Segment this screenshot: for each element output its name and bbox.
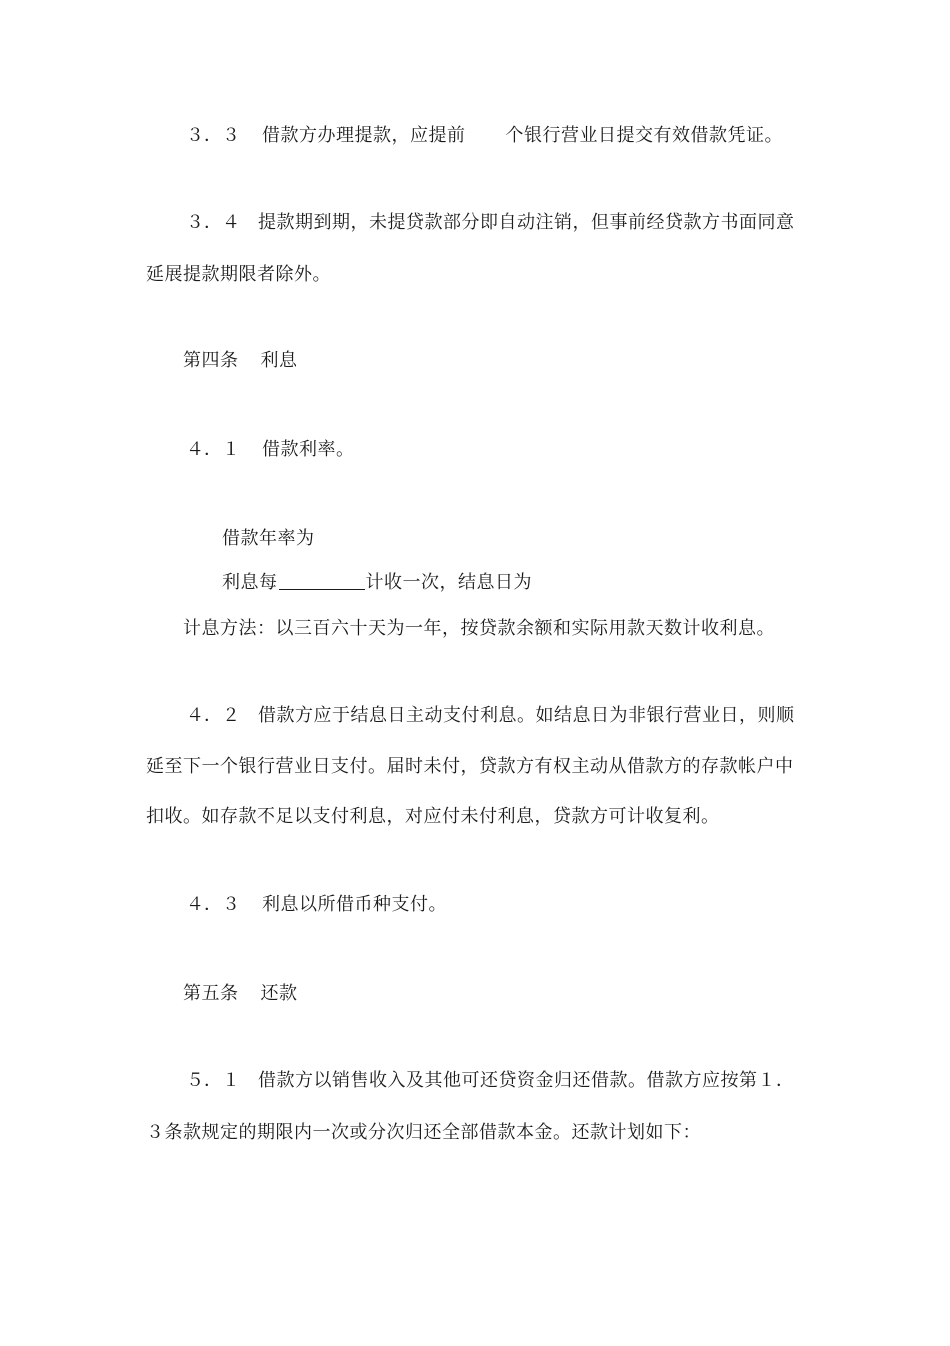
clause-text: 延展提款期限者除外。	[146, 264, 331, 285]
clause-number: ４．３	[186, 894, 240, 915]
clause-text: 借款方办理提款，应提前	[262, 125, 466, 146]
clause-number: ３．３	[186, 125, 240, 146]
clause-text: 个银行营业日提交有效借款凭证。	[505, 125, 783, 146]
clause-text: 延至下一个银行营业日支付。届时未付，贷款方有权主动从借款方的存款帐户中	[146, 756, 794, 777]
period-label-2: 计收一次，结息日为	[365, 572, 532, 593]
clause-number: ４．１	[186, 439, 240, 460]
method-text: 计息方法：以三百六十天为一年，按贷款余额和实际用款天数计收利息。	[183, 618, 775, 639]
clause-3-3	[186, 124, 783, 148]
clause-4-1	[186, 438, 355, 462]
rate-label: 借款年率为	[222, 528, 315, 549]
clause-text: 借款方以销售收入及其他可还贷资金归还借款。借款方应按第１．	[258, 1070, 795, 1091]
clause-number: ５．１	[186, 1070, 240, 1091]
clause-4-2-cont	[146, 805, 720, 829]
article-title: 第五条	[183, 983, 239, 1004]
clause-3-4-cont	[146, 263, 331, 287]
clause-text: 借款利率。	[262, 439, 355, 460]
article-name: 利息	[260, 350, 298, 371]
clause-text: 扣收。如存款不足以支付利息，对应付未付利息，贷款方可计收复利。	[146, 806, 720, 827]
clause-text: ３条款规定的期限内一次或分次归还全部借款本金。还款计划如下：	[146, 1122, 701, 1143]
article-title: 第四条	[183, 350, 239, 371]
clause-text: 借款方应于结息日主动支付利息。如结息日为非银行营业日，则顺	[258, 705, 795, 726]
article-4-heading	[183, 349, 298, 373]
clause-3-4	[186, 211, 795, 235]
clause-4-2-cont	[146, 755, 794, 779]
interest-method-line	[183, 617, 775, 641]
clause-4-3	[186, 893, 447, 917]
clause-5-1-cont	[146, 1121, 701, 1145]
clause-text: 提款期到期，未提贷款部分即自动注销，但事前经贷款方书面同意	[258, 212, 795, 233]
clause-text: 利息以所借币种支付。	[262, 894, 447, 915]
blank-field	[279, 571, 365, 590]
period-label: 利息每	[222, 572, 278, 593]
clause-5-1	[186, 1069, 795, 1093]
clause-number: ３．４	[186, 212, 240, 233]
interest-period-line	[222, 571, 532, 595]
article-5-heading	[183, 982, 298, 1006]
clause-number: ４．２	[186, 705, 240, 726]
clause-4-2	[186, 704, 795, 728]
interest-rate-line	[222, 527, 315, 551]
article-name: 还款	[260, 983, 298, 1004]
